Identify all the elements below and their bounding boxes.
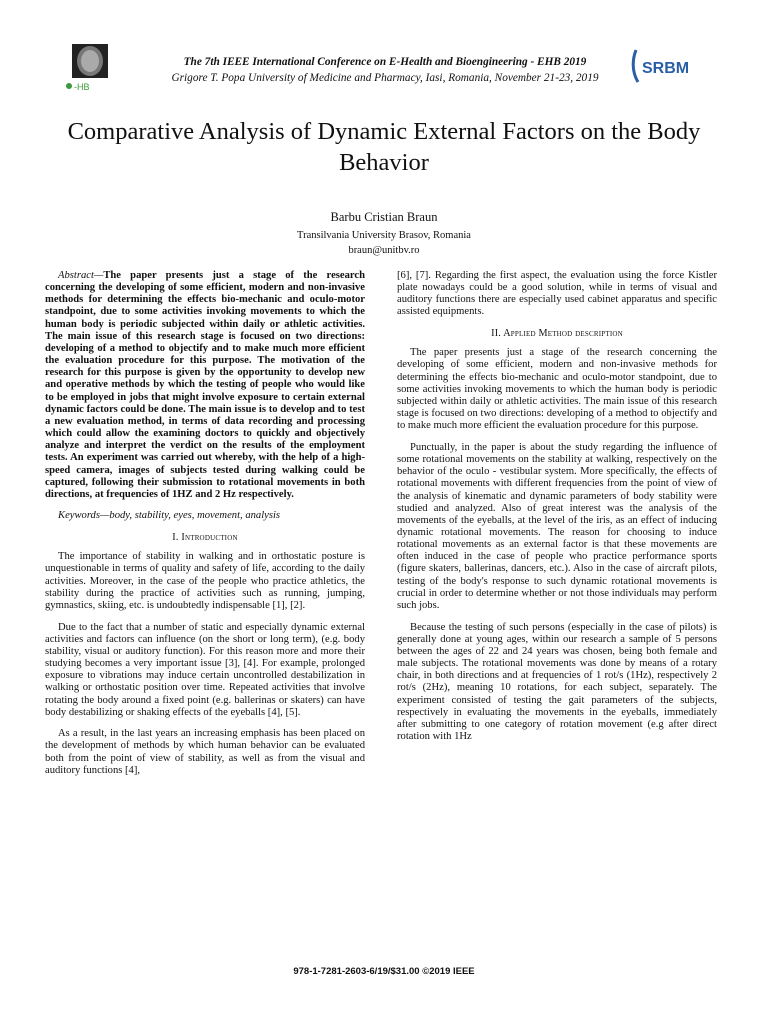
abstract-lead: Abstract— — [58, 270, 104, 281]
abstract-text: The paper presents just a stage of the research concerning the developing of some efficient, modern and non-invasive methods for determining the effects bio-mechanic and oculo-motor standpoint, due to some activities invoking movements to which the human body is periodic subjected within daily or athletic activities. The main issue of this research stage is focused on two directions: developing of a method to objectify and to make much more efficient the evaluation procedure for this purpose. The motivation of the research for this purpose is given by the opportunity to develop new and operative methods by which the testing of people who would like to be employed in jobs that might involve exposure to certain external dynamic factors could be done. The main issue is to develop and to test a new evaluation method, in terms of data recording and processing which could allow the examining doctors to quickly and objectively analyze and interpret the verdict on the results of the employment tests. An experiment was carried out whereby, with the help of a high-speed camera, images of subjects tested during walking could be captured, following their submission to rotational movements in both directions, at frequencies of 1HZ and 2 Hz respectively. — [45, 270, 365, 500]
method-paragraph: Punctually, in the paper is about the study regarding the influence of some rotational movements on the stability at walking, respectively on the behavior of the oculo - vestibular system. More specifically, the effects of rotational movements with different frequencies from the point of view of the analysis of kinematic and dynamic parameters of body stability were studied and analyzed. Also of great interest was the analysis of the movements of the eyeballs, at the level of the iris, as an effect of inducing dynamic rotational movements. The reason for choosing to induce rotational movements as an external factor is that these movements are often induced in the case of people who practice performance sports (figure skaters, ballerinas, dancers, etc.). Also in the case of aircraft pilots, testing of the body's response to such dynamic rotational movements is crucial in order to determine whether or not those individuals may perform such jobs. — [397, 441, 717, 611]
intro-paragraph: Due to the fact that a number of static and especially dynamic external activities and factors can influence (on the short or long term), (e.g. body stability, visual or auditory function). For this reason more and more their studying becomes a very important issue [3], [4]. For example, prolonged exposure to vibrations may induce certain uncontrolled destabilization in walking or orthostatic position over time. Repeated activities that involve rotating the body around a fixed point (e.g. ballerinas or skaters) can have body destabilizing or shaking effects of the eyeballs [4], [5]. — [45, 621, 365, 718]
paper-title: Comparative Analysis of Dynamic External Factors on the Body Behavior — [67, 118, 701, 176]
intro-paragraph: The importance of stability in walking and in orthostatic posture is unquestionable in terms of quality and safety of life, according to the daily activities. Moreover, in the case of the people who practice athletics, the stability during the practice of activities such as running, jumping, gymnastics, skiing, etc. is undoubtedly indispensable [1], [2]. — [45, 551, 365, 611]
left-column — [45, 270, 365, 786]
ehb-logo-icon — [66, 44, 114, 92]
srbm-logo-text: SRBM — [642, 60, 690, 77]
method-paragraph: The paper presents just a stage of the research concerning the developing of some efficient, modern and non-invasive methods for determining the effects bio-mechanic and oculo-motor standpoint, due to some activities invoking movements to which the human body is periodic subjected within daily or athletic activities. The main issue of this research stage is focused on two directions: developing of a method to objectify and to make much more efficient the evaluation procedure for this purpose. — [397, 347, 717, 432]
conference-name: The 7th IEEE International Conference on E-Health and Bioengineering - EHB 2019 — [183, 56, 587, 68]
intro-paragraph: As a result, in the last years an increasing emphasis has been placed on the development of methods by which human behavior can be evaluated both from the point of view of stability, as well as from the visual and auditory functions [4], — [45, 728, 365, 776]
section-heading-introduction: I. Introduction — [172, 532, 238, 544]
author-name: Barbu Cristian Braun — [330, 210, 438, 224]
conference-venue: Grigore T. Popa University of Medicine and Pharmacy, Iasi, Romania, November 21-23, 2019 — [171, 72, 599, 84]
section-heading-method: II. Applied Method description — [491, 328, 623, 340]
abstract — [45, 270, 365, 501]
ehb-logo-text: -HB — [74, 82, 90, 92]
right-column — [397, 270, 717, 753]
keywords: Keywords—body, stability, eyes, movement, analysis — [58, 510, 281, 522]
conference-header — [60, 42, 710, 92]
author-affiliation: Transilvania University Brasov, Romania — [297, 230, 471, 241]
copyright-footer: 978-1-7281-2603-6/19/$31.00 ©2019 IEEE — [293, 966, 475, 977]
continued-paragraph: [6], [7]. Regarding the first aspect, the evaluation using the force Kistler plate nowadays could be a good solution, while in terms of visual and auditory functions there are especially used cabinet apparatus and specific assisted equipments. — [397, 270, 717, 318]
srbm-logo-icon — [630, 46, 700, 86]
author-email: braun@unitbv.ro — [348, 245, 420, 256]
method-paragraph: Because the testing of such persons (especially in the case of pilots) is generally done at young ages, within our research a sample of 5 persons between the ages of 22 and 24 years was chosen, being both female and male subjects. The rotational movements was done by means of a rotary chair, in both directions and at frequencies of 1 rot/s (1Hz), respectively 2 rot/s (2Hz), meaning 10 rotations, for each subject, separately. The experiment consisted of testing the gait parameters of the subjects, respectively in evaluating the movements in the eyeballs, immediately after submitting to one category of rotation movement (e.g after direct rotation with 1Hz — [397, 621, 717, 742]
